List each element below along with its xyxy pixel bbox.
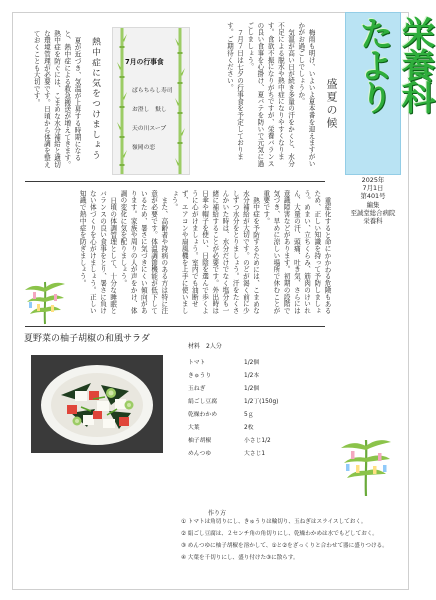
ingredient-qty: 2枚 xyxy=(244,425,254,431)
ingredient-qty: 1/2個 xyxy=(244,386,260,392)
ingredient-name: 玉ねぎ xyxy=(188,386,206,392)
events-item: 天の川スープ xyxy=(132,126,167,132)
events-item: ばらちらし寿司 xyxy=(132,88,173,94)
events-title: 7月の行事食 xyxy=(125,58,164,66)
ingredients-title: 材料 2人分 xyxy=(188,343,222,350)
salad-illustration xyxy=(31,355,163,453)
masthead-title-line2: たより xyxy=(353,16,393,112)
steps-title: 作り方 xyxy=(208,510,227,517)
body-paragraph: 重症化すると命にかかわる危険もあるため、正しい知識を持って予防しましょう。めまい、立ちくらみ、筋肉のけいれん、大量の汗、頭痛、吐き気、さらには意識障害などがあります。初期の段階で気づき、早めに涼しい場所で休むことが重要です。 xyxy=(261,190,331,315)
ingredient-qty: 1/2丁(150g) xyxy=(244,399,279,405)
editor-dept: 栄養科 xyxy=(363,217,383,226)
tanabata-bamboo-icon xyxy=(22,274,68,324)
masthead-title-box xyxy=(345,12,435,175)
masthead-title xyxy=(352,16,436,112)
recipe-step: ② 絹ごし豆腐は、２センチ角の角切りにし、乾燥わかめは水でもどしておく。 xyxy=(181,531,378,537)
recipe-title: 夏野菜の柚子胡椒の和風サラダ xyxy=(24,334,150,344)
ingredient-qty: 大さじ1 xyxy=(244,451,266,457)
recipe-step: ④ 大葉を千切りにし、盛り付けた③に散らす。 xyxy=(181,555,299,561)
events-box xyxy=(112,27,190,175)
ingredient-row xyxy=(188,370,328,380)
body-paragraph: 日頃の体調管理として、十分な睡眠とバランスの良い食事をとり、暑さに負けない体づくりを心がけましょう。正しい知識で熱中症を防ぎましょう。 xyxy=(78,190,117,315)
greeting-text xyxy=(196,22,316,172)
ingredient-qty: 5ｇ xyxy=(244,412,254,418)
masthead-title-line1: 栄養科 xyxy=(395,16,435,112)
heat-intro-text xyxy=(24,30,82,168)
ingredient-name: めんつゆ xyxy=(188,451,212,457)
issue-year: 2025年 xyxy=(361,176,385,184)
body-paragraph: また、高齢者や持病のある方は特に注意が必要です。体温調節機能が低下しているため、暑さに気づきにくい傾向があります。家族や周りの人が声をかけ、体調の変化に気を配りましょう。 xyxy=(118,190,168,315)
heat-section-title: 熱中症に気をつけましょう xyxy=(90,37,100,161)
issue-number: 第401号 xyxy=(360,192,386,201)
bamboo-icon xyxy=(175,28,185,174)
recipe-step: ③ めんつゆに柚子胡椒を溶かして、①と②をざっくりと合わせて器に盛りつける。 xyxy=(181,543,388,549)
ingredient-row xyxy=(188,435,328,445)
salad-photo xyxy=(31,355,163,453)
ingredient-row xyxy=(188,383,328,393)
ingredient-name: トマト xyxy=(188,360,206,366)
season-title: 盛夏の候 xyxy=(325,78,338,130)
editor-org: 至誠堂総合病院 xyxy=(350,208,396,217)
greeting-paragraph: ７月７日は七夕の行事食を予定しております。ご期待ください。 xyxy=(225,22,244,160)
editor-label: 編集 xyxy=(366,200,380,209)
tanabata-bamboo-icon xyxy=(338,430,394,496)
ingredient-row xyxy=(188,396,328,406)
ingredient-row xyxy=(188,409,328,419)
ingredient-row xyxy=(188,448,328,458)
ingredient-row xyxy=(188,357,328,367)
body-paragraph: 熱中症を予防するためには、こまめな水分補給が大切です。のどが渇く前に少しずつ水分をとりましょう。汗をたくさんかいた時は、水分だけでなく塩分も一緒に補給することが必要です。外出時は日傘や帽子を使い、日陰を選んで歩くように心がけましょう。室内でも油断せず、エアコンや扇風機を上手に使いましょう。 xyxy=(169,190,260,315)
ingredient-name: 大葉 xyxy=(188,425,200,431)
greeting-paragraph: 梅雨も明け、いよいよ夏本番を迎えますがいかがお過ごしでしょうか。 xyxy=(296,22,315,167)
ingredient-name: きゅうり xyxy=(188,373,212,379)
events-item: お澄し 麩し xyxy=(132,107,167,113)
ingredient-qty: 小さじ1/2 xyxy=(244,438,271,444)
heat-intro-paragraph: 夏が近づき、気温が上昇する時期になると、熱中症による救急搬送が増えてきます。熱中症を防ぐには、こまめな水分補給と適切な環境管理が必要です。日頃から体調を整えておくことも大切です。 xyxy=(32,30,81,168)
issue-date: 7月1日 xyxy=(362,184,384,193)
ingredient-name: 乾燥わかめ xyxy=(188,412,217,418)
events-item: 嶺岡の恋 xyxy=(132,145,156,151)
section-divider xyxy=(25,181,325,182)
bamboo-icon xyxy=(117,28,127,174)
greeting-paragraph: 気温が高い日が続き多量の汗をかくと、水分不足による脱水や熱中症になりやすくなります。食欲不振になりがちですが、栄養バランスの良い食事を心掛け、夏バテを防いで元気に過ごしましょう。 xyxy=(245,22,295,167)
issue-info xyxy=(345,176,401,225)
ingredient-row xyxy=(188,422,328,432)
ingredient-qty: 1/2本 xyxy=(244,373,260,379)
section-divider xyxy=(25,326,325,327)
ingredient-qty: 1/2個 xyxy=(244,360,260,366)
heat-body-text xyxy=(70,190,332,320)
ingredient-name: 絹ごし豆腐 xyxy=(188,399,217,405)
recipe-step: ① トマトは角切りにし、きゅうりは輪切り、玉ねぎはスライスしておく。 xyxy=(181,519,367,525)
ingredient-name: 柚子胡椒 xyxy=(188,438,212,444)
